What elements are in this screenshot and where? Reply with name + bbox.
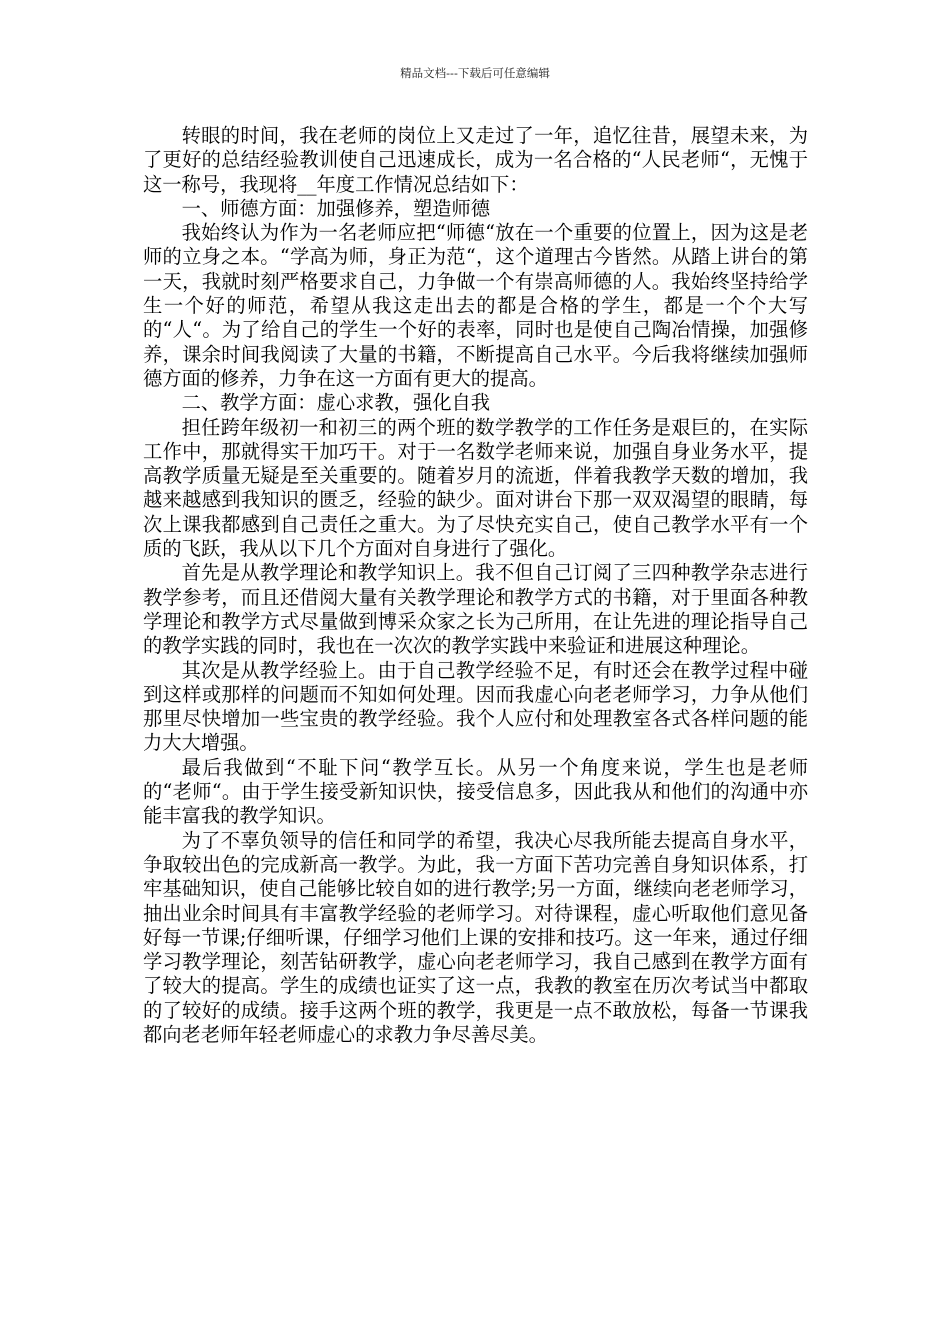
paragraph-experience: 其次是从教学经验上。由于自己教学经验不足，有时还会在教学过程中碰到这样或那样的问题而不知如何处理。因而我虚心向老老师学习，力争从他们那里尽快增加一些宝贵的教学经验。我个人应付和处理教室各式各样问题的能力大大增强。 xyxy=(143,658,808,755)
page-header: 精品文档---下载后可任意编辑 xyxy=(400,66,550,80)
paragraph-ethics: 我始终认为作为一名老师应把“师德“放在一个重要的位置上，因为这是老师的立身之本。“学高为师，身正为范“，这个道理古今皆然。从踏上讲台的第一天，我就时刻严格要求自己，力争做一个有崇高师德的人。我始终坚持给学生一个好的师范，希望从我这走出去的都是合格的学生，都是一个个大写的“人“。为了给自己的学生一个好的表率，同时也是使自己陶冶情操，加强修养，课余时间我阅读了大量的书籍，不断提高自己水平。今后我将继续加强师德方面的修养，力争在这一方面有更大的提高。 xyxy=(143,221,808,390)
paragraph-theory: 首先是从教学理论和教学知识上。我不但自己订阅了三四种教学杂志进行教学参考，而且还借阅大量有关教学理论和教学方式的书籍，对于里面各种教学理论和教学方式尽量做到博采众家之长为己所用，在让先进的理论指导自己的教学实践的同时，我也在一次次的教学实践中来验证和进展这种理论。 xyxy=(143,561,808,658)
section-heading-teaching: 二、教学方面：虚心求教，强化自我 xyxy=(181,391,491,415)
paragraph-conclusion: 为了不辜负领导的信任和同学的希望，我决心尽我所能去提高自身水平，争取较出色的完成新高一教学。为此，我一方面下苦功完善自身知识体系，打牢基础知识，使自己能够比较自如的进行教学;另一方面，继续向老老师学习，抽出业余时间具有丰富教学经验的老师学习。对待课程，虚心听取他们意见备好每一节课;仔细听课，仔细学习他们上课的安排和技巧。这一年来，通过仔细学习教学理论，刻苦钻研教学，虚心向老老师学习，我自己感到在教学方面有了较大的提高。学生的成绩也证实了这一点，我教的教室在历次考试当中都取的了较好的成绩。接手这两个班的教学，我更是一点不敢放松，每备一节课我都向老老师年轻老师虚心的求教力争尽善尽美。 xyxy=(143,828,808,1046)
paragraph-intro: 转眼的时间，我在老师的岗位上又走过了一年，追忆往昔，展望未来，为了更好的总结经验教训使自己迅速成长，成为一名合格的“人民老师“，无愧于这一称号，我现将__年度工作情况总结如下： xyxy=(143,124,808,196)
section-heading-ethics: 一、师德方面：加强修养，塑造师德 xyxy=(181,196,491,220)
paragraph-mutual-learning: 最后我做到“不耻下问“教学互长。从另一个角度来说，学生也是老师的“老师“。由于学生接受新知识快，接受信息多，因此我从和他们的沟通中亦能丰富我的教学知识。 xyxy=(143,755,808,828)
paragraph-teaching: 担任跨年级初一和初三的两个班的数学教学的工作任务是艰巨的，在实际工作中，那就得实干加巧干。对于一名数学老师来说，加强自身业务水平，提高教学质量无疑是至关重要的。随着岁月的流逝，伴着我教学天数的增加，我越来越感到我知识的匮乏，经验的缺少。面对讲台下那一双双渴望的眼睛，每次上课我都感到自己责任之重大。为了尽快充实自己，使自己教学水平有一个质的飞跃，我从以下几个方面对自身进行了强化。 xyxy=(143,415,808,561)
document-body xyxy=(143,124,808,1047)
